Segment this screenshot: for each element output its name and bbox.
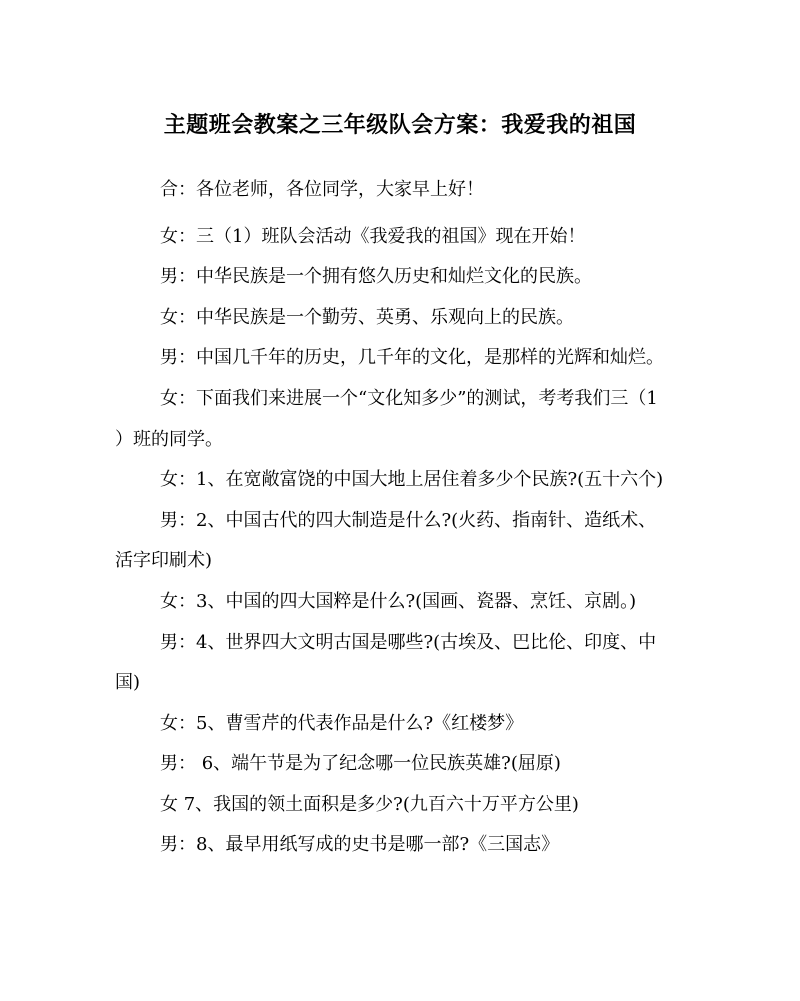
- dialogue-line: 合：各位老师，各位同学，大家早上好！: [160, 179, 484, 200]
- dialogue-line-continuation: 活字印刷术): [115, 550, 213, 571]
- dialogue-line: 男：中华民族是一个拥有悠久历史和灿烂文化的民族。: [160, 266, 592, 287]
- dialogue-line: 女 7、我国的领土面积是多少?(九百六十万平方公里): [160, 794, 579, 815]
- dialogue-line: 男：2、中国古代的四大制造是什么?(火药、指南针、造纸术、: [160, 510, 657, 531]
- dialogue-line: 女：下面我们来进展一个“文化知多少”的测试，考考我们三（1: [160, 388, 658, 409]
- dialogue-line-continuation: ）班的同学。: [115, 429, 223, 450]
- dialogue-line: 女：1、在宽敞富饶的中国大地上居住着多少个民族?(五十六个): [160, 469, 664, 490]
- dialogue-line: 女：5、曹雪芹的代表作品是什么?《红楼梦》: [160, 713, 524, 734]
- dialogue-line: 女：三（1）班队会活动《我爱我的祖国》现在开始！: [160, 226, 586, 247]
- dialogue-line-continuation: 国): [115, 672, 141, 693]
- dialogue-line: 女：3、中国的四大国粹是什么?(国画、瓷器、烹饪、京剧。): [160, 591, 637, 612]
- dialogue-line: 男：4、世界四大文明古国是哪些?(古埃及、巴比伦、印度、中: [160, 632, 657, 653]
- dialogue-line: 男：8、最早用纸写成的史书是哪一部?《三国志》: [160, 834, 560, 855]
- dialogue-line: 女：中华民族是一个勤劳、英勇、乐观向上的民族。: [160, 307, 574, 328]
- dialogue-line: 男：中国几千年的历史，几千年的文化，是那样的光辉和灿烂。: [160, 347, 664, 368]
- dialogue-line: 男： 6、端午节是为了纪念哪一位民族英雄?(屈原): [160, 753, 561, 774]
- document-title: 主题班会教案之三年级队会方案：我爱我的祖国: [163, 112, 637, 138]
